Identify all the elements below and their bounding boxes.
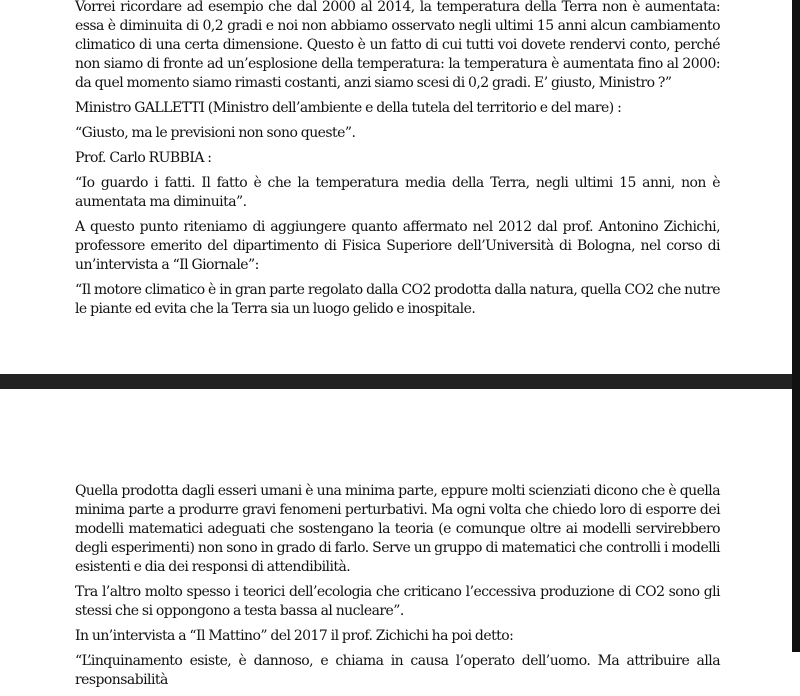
paragraph-zichichi-intro: A questo punto riteniamo di aggiungere quanto affermato nel 2012 dal prof. Antonino Zichichi, professore emerito del dipartimento di Fisica Superiore dell’Università di Bologna, nel corso di un’intervista a “Il Giornale”: — [75, 219, 720, 273]
quote-pollution: “L’inquinamento esiste, è dannoso, e chiama in causa l’operato dell’uomo. Ma attribuire alla responsabilità — [75, 653, 720, 688]
speaker-galletti: Ministro GALLETTI (Ministro dell’ambiente e della tutela del territorio e del mare) : — [75, 100, 622, 116]
paragraph-human-co2: Quella prodotta dagli esseri umani è una minima parte, eppure molti scienziati dicono che è quella minima parte a produrre gravi fenomeni perturbativi. Ma ogni volta che chiedo loro di esporre dei modelli matematici adeguati che sostengano la teoria (e comunque oltre ai modelli servirebbero degli esperimenti) non sono in grado di farlo. Serve un gruppo di matematici che controlli i modelli esistenti e dia dei responsi di attendibilità. — [75, 483, 720, 575]
paragraph-mattino-intro: In un’intervista a “Il Mattino” del 2017 il prof. Zichichi ha poi detto: — [75, 628, 514, 644]
document-page-2 — [0, 389, 792, 688]
quote-rubbia: “Io guardo i fatti. Il fatto è che la temperatura media della Terra, negli ultimi 15 anni, non è aumentata ma diminuita”. — [75, 175, 720, 210]
speaker-rubbia: Prof. Carlo RUBBIA : — [75, 150, 212, 166]
quote-zichichi-co2: “Il motore climatico è in gran parte regolato dalla CO2 prodotta dalla natura, quella CO2 che nutre le piante ed evita che la Terra sia un luogo gelido e inospitale. — [75, 282, 720, 317]
vertical-scrollbar[interactable] — [792, 0, 800, 652]
quote-galletti: “Giusto, ma le previsioni non sono queste”. — [75, 125, 356, 141]
page-separator — [0, 374, 800, 389]
paragraph-rubbia-statement: Vorrei ricordare ad esempio che dal 2000 al 2014, la temperatura della Terra non è aumentata: essa è diminuita di 0,2 gradi e noi non abbiamo osservato negli ultimi 15 anni alcun cambiamento climatico di una certa dimensione. Questo è un fatto di cui tutti voi dovete rendervi conto, perché non siamo di fronte ad un’esplosione della temperatura: la temperatura è aumentata fino al 2000: da quel momento siamo rimasti costanti, anzi siamo scesi di 0,2 gradi. E’ giusto, Ministro ?” — [75, 0, 720, 91]
page-1-content — [75, 0, 720, 325]
paragraph-ecology-theorists: Tra l’altro molto spesso i teorici dell’ecologia che criticano l’eccessiva produzione di CO2 sono gli stessi che si oppongono a testa bassa al nucleare”. — [75, 584, 720, 619]
page-2-content — [75, 482, 720, 696]
